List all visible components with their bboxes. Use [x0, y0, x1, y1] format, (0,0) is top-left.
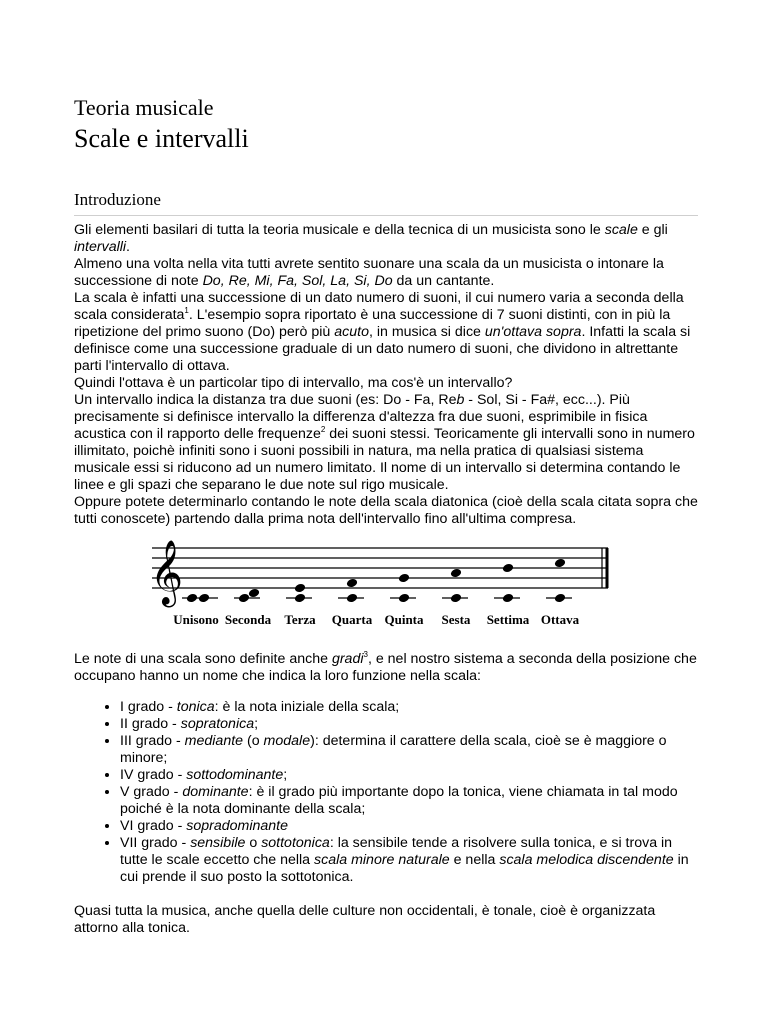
list-item: • VI grado - sopradominante	[120, 818, 698, 835]
list-item: • V grado - dominante: è il grado più importante dopo la tonica, viene chiamata in tal modo poiché è la nota dominante della scala;	[120, 784, 698, 818]
intro-paragraph-6: Oppure potete determinarlo contando le note della scala diatonica (cioè della scala citata sopra che tutti conoscete) partendo dalla prima nota dell'intervallo fino all'ultima compresa.	[74, 494, 698, 527]
closing-paragraph: Quasi tutta la musica, anche quella delle culture non occidentali, è tonale, cioè è organizzata attorno alla tonica.	[74, 903, 656, 936]
interval-label: Seconda	[224, 612, 272, 627]
note-head	[248, 588, 260, 599]
interval-label: Terza	[284, 612, 316, 627]
list-item: • VII grado - sensibile o sottotonica: la sensibile tende a risolvere sulla tonica, e si trova in tutte le scale eccetto che nella scala minore naturale e nella scala melodica discendente in cui prende il suo posto la sottotonica.	[120, 835, 698, 886]
gradi-intro: Le note di una scala sono definite anche gradi$^3$, e nel nostro sistema a seconda della posizione che occupano hanno un nome che indica la loro funzione nella scala:	[74, 650, 697, 684]
treble-clef-icon: 𝄞	[150, 540, 184, 605]
intro-text	[74, 222, 698, 528]
list-item: • III grado - mediante (o modale): determina il carattere della scala, cioè se è maggiore o minore;	[120, 733, 698, 767]
grades-list	[74, 699, 698, 886]
note-head	[238, 593, 250, 604]
interval-staff-figure	[74, 538, 698, 635]
footnote-ref-1[interactable]: 1	[184, 306, 189, 315]
intro-paragraph-4: Quindi l'ottava è un particolar tipo di intervallo, ma cos'è un intervallo?	[74, 375, 513, 391]
note-head	[502, 593, 514, 604]
footnote-ref-2[interactable]: 2	[320, 425, 326, 434]
note-head	[346, 593, 358, 604]
list-item: • II grado - sopratonica;	[120, 716, 698, 733]
intro-paragraph-5: Un intervallo indica la distanza tra due suoni (es: Do - Fa, Reb - Sol, Si - Fa#, ecc...). Più precisamente si definisce intervallo la differenza d'altezza fra due suoni, esprimibile in fisica acustica con il rapporto delle frequenze$^2$ dei suoni stessi. Teoricamente gli intervalli sono in numero illimitato, poichè infiniti sono i suoni possibili in natura, ma nella pratica di qualsiasi sistema musicale essi si riducono ad un numero limitato. Il nome di un intervallo si determina contando le linee e gli spazi che separano le due note sul rigo musicale.	[74, 392, 695, 493]
note-head	[198, 593, 210, 604]
note-head	[294, 593, 306, 604]
interval-label: Ottava	[540, 612, 580, 627]
note-head	[294, 583, 306, 594]
interval-label: Quarta	[331, 612, 373, 627]
note-head	[450, 593, 462, 604]
note-head	[398, 573, 410, 584]
note-head	[398, 593, 410, 604]
section-heading: Introduzione	[74, 190, 698, 216]
note-head	[450, 568, 462, 579]
note-head	[186, 593, 198, 604]
note-head	[346, 578, 358, 589]
page-title: Scale e intervalli	[74, 124, 249, 153]
note-head	[554, 558, 566, 569]
interval-label: Quinta	[384, 612, 424, 627]
document-page	[74, 96, 698, 937]
document-subject: Teoria musicale	[74, 95, 214, 120]
intro-paragraph-2: Almeno una volta nella vita tutti avrete sentito suonare una scala da un musicista o intonare la successione di note Do, Re, Mi, Fa, Sol, La, Si, Do da un cantante.	[74, 256, 664, 289]
interval-label: Settima	[486, 612, 530, 627]
interval-label: Sesta	[441, 612, 471, 627]
note-head	[554, 593, 566, 604]
intro-paragraph-1: Gli elementi basilari di tutta la teoria musicale e della tecnica di un musicista sono le scale e gli intervalli.	[74, 222, 668, 255]
note-head	[502, 563, 514, 574]
list-item: • IV grado - sottodominante;	[120, 767, 698, 784]
footnote-ref-3[interactable]: 3	[363, 650, 368, 659]
music-staff	[150, 538, 620, 630]
list-item: • I grado - tonica: è la nota iniziale della scala;	[120, 699, 698, 716]
interval-label: Unisono	[173, 612, 219, 627]
intro-paragraph-3: La scala è infatti una successione di un dato numero di suoni, il cui numero varia a seconda della scala considerata$^1$. L'esempio sopra riportato è una successione di 7 suoni distinti, con in più la ripetizione del primo suono (Do) però più acuto, in musica si dice un'ottava sopra. Infatti la scala si definisce come una successione graduale di un dato numero di suoni, che dividono in altrettante parti l'intervallo di ottava.	[74, 290, 691, 374]
